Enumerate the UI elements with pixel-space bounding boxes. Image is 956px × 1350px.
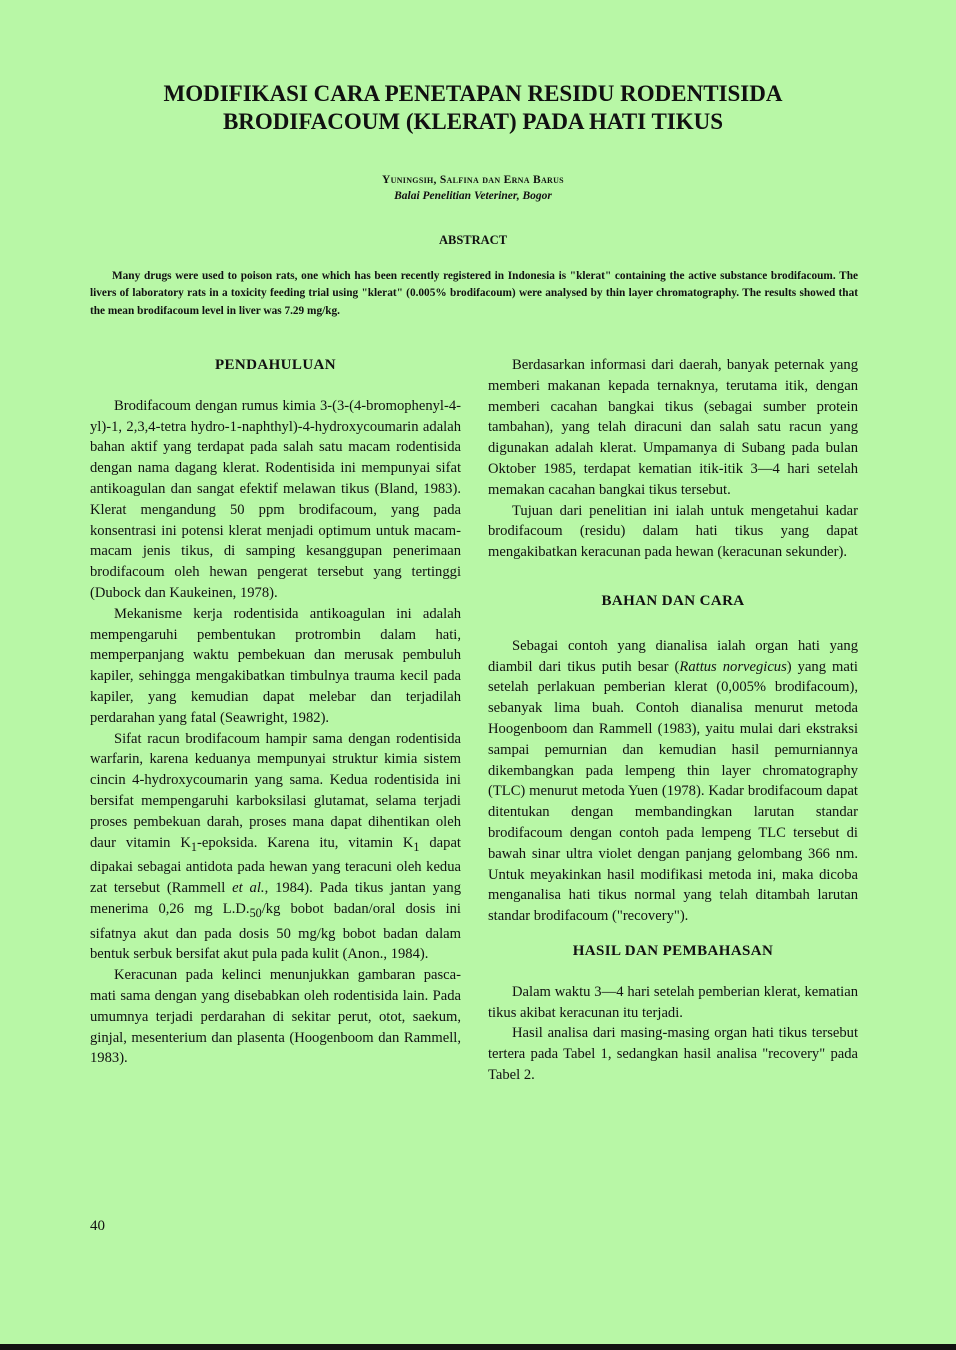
- page-bottom-border: [0, 1344, 956, 1350]
- paragraph: Sifat racun brodifacoum hampir sama dengan rodentisida warfarin, karena keduanya mempunyai struktur kimia sistem cincin 4-hydroxycoumarin yang sama. Kedua rodentisida ini bersifat mempengaruhi karboksilasi glutamat, selama terjadi proses pembekuan darah, proses mana dapat dihentikan oleh daur vitamin $K_1$-epoksida. Karena itu, vitamin $K_1$ dapat dipakai sebagai antidota pada hewan yang teracuni oleh kedua zat tersebut (Rammell et al., 1984). Pada tikus jantan yang menerima 0,26 mg $L.D._{50}/kg$ bobot badan/oral dosis ini sifatnya akut dan pada dosis 50 mg/kg bobot badan dalam bentuk serbuk bersifat akut pula pada kulit (Anon., 1984).: [90, 730, 461, 963]
- section-heading-hasil-dan-pembahasan: HASIL DAN PEMBAHASAN: [572, 942, 774, 959]
- paragraph: Dalam waktu 3—4 hari setelah pemberian klerat, kematian tikus akibat keracunan itu terjadi.: [488, 983, 858, 1021]
- paragraph: Mekanisme kerja rodentisida antikoagulan ini adalah mempengaruhi pembentukan protrombin dalam hati, memperpanjang waktu pembekuan dan merusak pembuluh kapiler, sehingga mengakibatkan timbulnya trauma kecil pada kapiler, yang kemudian dapat melebar dan terjadilah perdarahan yang fatal (Seawright, 1982).: [90, 605, 461, 726]
- paragraph: Hasil analisa dari masing-masing organ hati tikus tersebut tertera pada Tabel 1, sedangkan hasil analisa "recovery" pada Tabel 2.: [488, 1025, 858, 1083]
- left-column: [90, 355, 461, 1069]
- right-column: [488, 355, 858, 1086]
- paragraph: Sebagai contoh yang dianalisa ialah organ hati yang diambil dari tikus putih besar (Rattus norvegicus) yang mati setelah perlakuan pemberian klerat (0,005% brodifacoum), sebanyak lima buah. Contoh dianalisa menurut metoda Hoogenboom dan Rammell (1983), yaitu mulai dari ekstraksi sampai pemurnian dan kemudian hasil pemurniannya dikembangkan pada lempeng thin layer chromatography (TLC) menurut metoda Yuen (1978). Kadar brodifacoum dapat ditentukan dengan membandingkan larutan standar brodifacoum dengan contoh pada lempeng TLC tersebut di bawah sinar ultra violet dengan panjang gelombang 366 nm. Untuk meyakinkan hasil modifikasi metoda ini, maka dicoba menganalisa hati tikus normal yang telah ditambah larutan standar brodifacoum ("recovery").: [488, 637, 858, 925]
- title-line-1: MODIFIKASI CARA PENETAPAN RESIDU RODENTISIDA: [163, 81, 783, 106]
- section-heading-bahan-dan-cara: BAHAN DAN CARA: [601, 592, 745, 609]
- author-block: [200, 172, 746, 204]
- section-heading-pendahuluan: PENDAHULUAN: [214, 357, 337, 373]
- paper-title: [120, 80, 826, 136]
- paragraph: Brodifacoum dengan rumus kimia 3-(3-(4-bromophenyl-4-yl)-1, 2,3,4-tetra hydro-1-naphthyl)-4-hydroxycoumarin adalah bahan aktif yang terdapat pada salah satu macam rodentisida dengan nama dagang klerat. Rodentisida ini mempunyai sifat antikoagulan dan sangat efektif melawan tikus (Bland, 1983). Klerat mengandung 50 ppm brodifacoum, yang pada konsentrasi ini potensi klerat menjadi optimum untuk macam-macam jenis tikus, di samping kesanggupan penerimaan brodifacoum oleh hewan pengerat tersebut yang tertinggi (Dubock dan Kaukeinen, 1978).: [90, 397, 461, 601]
- author-institution: Balai Penelitian Veteriner, Bogor: [394, 190, 552, 202]
- author-names: Yuningsih, Salfina dan Erna Barus: [382, 174, 564, 186]
- title-line-2: BRODIFACOUM (KLERAT) PADA HATI TIKUS: [222, 109, 724, 134]
- paragraph: Keracunan pada kelinci menunjukkan gambaran pasca-mati sama dengan yang disebabkan oleh rodentisida lain. Pada umumnya terjadi perdarahan di sekitar perut, otot, saekum, ginjal, mesenterium dan plasenta (Hoogenboom dan Rammell, 1983).: [90, 967, 461, 1067]
- abstract-heading: ABSTRACT: [438, 233, 508, 247]
- abstract-text: Many drugs were used to poison rats, one which has been recently registered in Indonesia is "klerat" containing the active substance brodifacoum. The livers of laboratory rats in a toxicity feeding trial using "klerat" (0.005% brodifacoum) were analysed by thin layer chromatography. The results showed that the mean brodifacoum level in liver was 7.29 mg/kg.: [90, 270, 858, 317]
- paragraph: Berdasarkan informasi dari daerah, banyak peternak yang memberi makanan kepada ternaknya, terutama itik, dengan memberi cacahan bangkai tikus (sebagai sumber protein tambahan), yang telah diracuni dan salah satu racun yang digunakan adalah klerat. Umpamanya di Subang pada bulan Oktober 1985, terdapat kematian itik-itik 3—4 hari setelah memakan cacahan bangkai tikus tersebut.: [488, 357, 858, 498]
- paragraph: Tujuan dari penelitian ini ialah untuk mengetahui kadar brodifacoum (residu) dalam hati tikus yang dapat mengakibatkan keracunan pada hewan (keracunan sekunder).: [488, 502, 858, 561]
- page-number: 40: [90, 1218, 105, 1234]
